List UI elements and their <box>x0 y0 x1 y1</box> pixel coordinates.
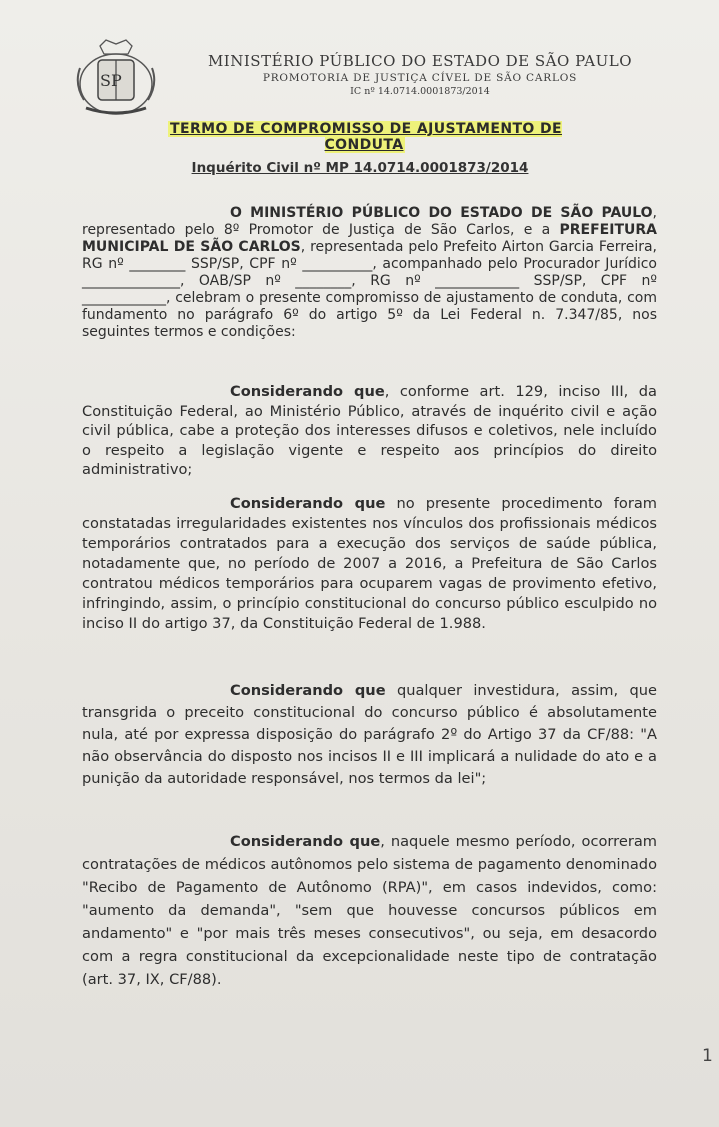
seal-letters: SP <box>100 71 122 90</box>
intro-text-1: , representado pelo 8º Promotor de Justiça de São Carlos, e a <box>82 205 657 238</box>
considering-label-3: Considerando que <box>230 682 386 699</box>
letterhead <box>205 52 635 97</box>
considering-text-4: , naquele mesmo período, ocorreram contratações de médicos autônomos pelo sistema de pagamento denominado "Recibo de Pagamento de Autônomo (RPA)", em casos indevidos, como: "aumento da demanda", "sem que houvesse concursos públicos em andamento" e "por mais três meses consecutivos", ou seja, em desacordo com a regra constitucional da excepcionalidade neste tipo de contratação (art. 37, IX, CF/88). <box>82 833 657 988</box>
considering-paragraph-1 <box>82 382 657 480</box>
considering-label-2: Considerando que <box>230 495 386 512</box>
intro-paragraph <box>82 205 657 341</box>
considering-label-4: Considerando que <box>230 833 381 850</box>
intro-party-1: O MINISTÉRIO PÚBLICO DO ESTADO DE SÃO PAULO <box>230 205 653 221</box>
inquiry-reference: Inquérito Civil nº MP 14.0714.0001873/2014 <box>191 160 529 176</box>
page-number: 1 <box>702 1046 713 1066</box>
considering-text-2: no presente procedimento foram constatadas irregularidades existentes nos vínculos dos profissionais médicos temporários contratados para a execução dos serviços de saúde pública, notadamente que, no período de 2007 a 2016, a Prefeitura de São Carlos contratou médicos temporários para ocuparem vagas de provimento efetivo, infringindo, assim, o princípio constitucional do concurso público esculpido no inciso II do artigo 37, da Constituição Federal de 1.988. <box>82 495 657 632</box>
considering-paragraph-2 <box>82 494 657 634</box>
document-title <box>150 121 580 153</box>
ministry-name: MINISTÉRIO PÚBLICO DO ESTADO DE SÃO PAULO <box>207 52 633 70</box>
considering-paragraph-3 <box>82 680 657 790</box>
intro-text-2: , representada pelo Prefeito Airton Garcia Ferreira, RG nº ________ SSP/SP, CPF nº __________, acompanhado pelo Procurador Jurídico ______________, OAB/SP nº ________, RG nº ____________ SSP/SP, CPF nº ____________, celebram o presente compromisso de ajustamento de conduta, com fundamento no parágrafo 6º do artigo 5º da Lei Federal n. 7.347/85, nos seguintes termos e condições: <box>82 239 657 340</box>
considering-paragraph-4 <box>82 830 657 991</box>
intro-party-2: PREFEITURA MUNICIPAL DE SÃO CARLOS <box>82 222 657 255</box>
considering-text-1: , conforme art. 129, inciso III, da Constituição Federal, ao Ministério Público, através de inquérito civil e ação civil pública, cabe a proteção dos interesses difusos e coletivos, nele incluído o respeito a legislação vigente e respeito aos princípios do direito administrativo; <box>82 383 657 478</box>
considering-text-3: qualquer investidura, assim, que transgrida o preceito constitucional do concurso público é absolutamente nula, até por expressa disposição do parágrafo 2º do Artigo 37 da CF/88: "A não observância do disposto nos incisos II e III implicará a nulidade do ato e a punição da autoridade responsável, nos termos da lei"; <box>82 682 657 787</box>
considering-label-1: Considerando que <box>230 383 385 400</box>
sao-paulo-coat-of-arms-icon <box>70 38 162 120</box>
office-name: PROMOTORIA DE JUSTIÇA CÍVEL DE SÃO CARLOS <box>262 72 578 84</box>
document-title-text: TERMO DE COMPROMISSO DE AJUSTAMENTO DE CONDUTA <box>170 121 562 153</box>
ic-number: IC nº 14.0714.0001873/2014 <box>350 86 490 97</box>
